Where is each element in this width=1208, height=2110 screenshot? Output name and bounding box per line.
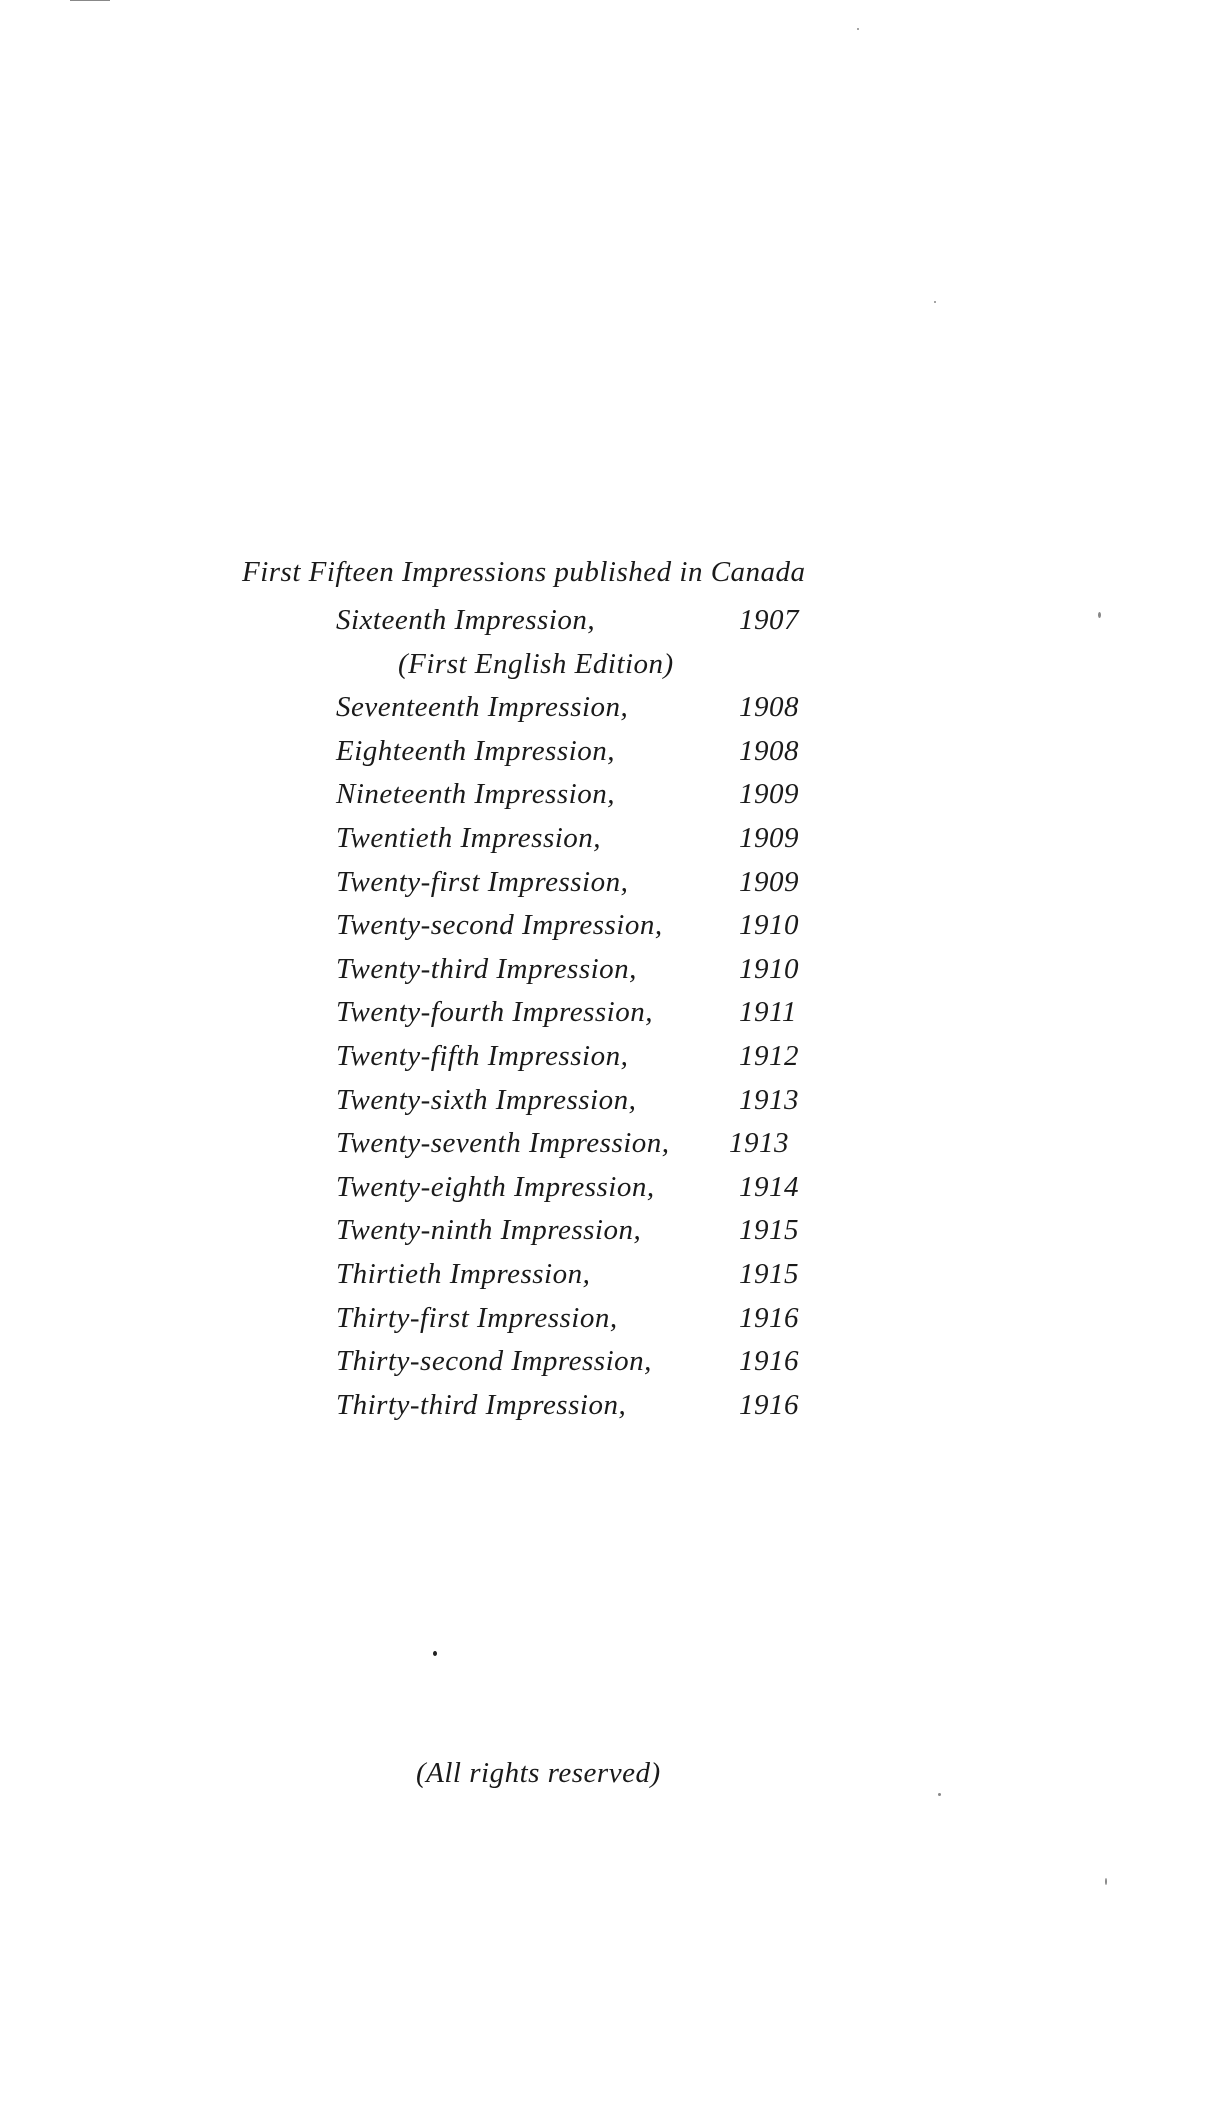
impression-year: 1910	[739, 952, 799, 985]
impression-row	[336, 1166, 816, 1210]
impression-row	[336, 599, 816, 643]
impression-label: Thirty-first Impression,	[336, 1301, 618, 1334]
impression-label: Twenty-sixth Impression,	[336, 1083, 637, 1116]
impression-row	[336, 1079, 816, 1123]
impression-year: 1914	[739, 1170, 799, 1203]
impression-label: Sixteenth Impression,	[336, 604, 596, 636]
speck	[1098, 612, 1101, 618]
impression-row	[336, 991, 816, 1035]
impression-row	[336, 773, 816, 817]
impression-row	[336, 1384, 816, 1428]
impression-row	[336, 1253, 816, 1297]
impression-year: 1916	[739, 1388, 799, 1421]
impression-label: Twenty-fifth Impression,	[336, 1039, 629, 1072]
impression-label: Twentieth Impression,	[336, 821, 602, 854]
impression-label: Twenty-seventh Impression,	[336, 1127, 670, 1160]
impression-label: Seventeenth Impression,	[336, 691, 629, 724]
impression-year: 1916	[739, 1345, 799, 1378]
speck	[857, 28, 859, 30]
impression-row	[336, 817, 816, 861]
impression-year: 1913	[729, 1127, 789, 1160]
impression-year: 1909	[739, 778, 799, 811]
impression-row	[336, 1340, 816, 1384]
impression-label: Twenty-first Impression,	[336, 865, 629, 898]
speck	[938, 1793, 941, 1796]
impression-year: 1909	[739, 821, 799, 854]
impression-row	[336, 1209, 816, 1253]
impression-label: Twenty-second Impression,	[336, 909, 663, 942]
impressions-list	[336, 599, 816, 1427]
impression-year: 1910	[739, 909, 799, 942]
speck	[1105, 1878, 1107, 1885]
rights-notice: (All rights reserved)	[416, 1757, 661, 1789]
impression-year: 1908	[739, 734, 799, 767]
scan-edge-mark	[70, 0, 110, 1]
impression-row	[336, 1297, 816, 1341]
impression-year: 1916	[739, 1301, 799, 1334]
impression-label: Thirty-second Impression,	[336, 1345, 652, 1378]
impression-year: 1912	[739, 1039, 799, 1072]
impression-label: Twenty-ninth Impression,	[336, 1214, 642, 1247]
impression-row	[336, 686, 816, 730]
impression-year: 1909	[739, 865, 799, 898]
impression-label: Twenty-eighth Impression,	[336, 1170, 655, 1203]
impression-year: 1907	[739, 604, 799, 636]
impression-row	[336, 1122, 816, 1166]
impression-year: 1911	[739, 996, 797, 1029]
impression-row	[336, 948, 816, 992]
impression-row	[336, 904, 816, 948]
impression-year: 1915	[739, 1214, 799, 1247]
edition-note: (First English Edition)	[398, 647, 674, 680]
impression-year: 1908	[739, 691, 799, 724]
speck	[433, 1651, 437, 1656]
impressions-heading: First Fifteen Impressions published in Canada	[242, 556, 806, 588]
impression-label: Nineteenth Impression,	[336, 778, 615, 811]
impression-row	[336, 861, 816, 905]
impression-year: 1913	[739, 1083, 799, 1116]
impression-label: Eighteenth Impression,	[336, 734, 615, 767]
impression-row	[336, 730, 816, 774]
impression-row	[336, 1035, 816, 1079]
speck	[934, 301, 936, 303]
impression-year: 1915	[739, 1257, 799, 1290]
impression-label: Twenty-fourth Impression,	[336, 996, 653, 1029]
impression-label: Thirtieth Impression,	[336, 1257, 591, 1290]
impression-label: Thirty-third Impression,	[336, 1388, 627, 1421]
impression-label: Twenty-third Impression,	[336, 952, 637, 985]
edition-note-row	[336, 643, 816, 687]
